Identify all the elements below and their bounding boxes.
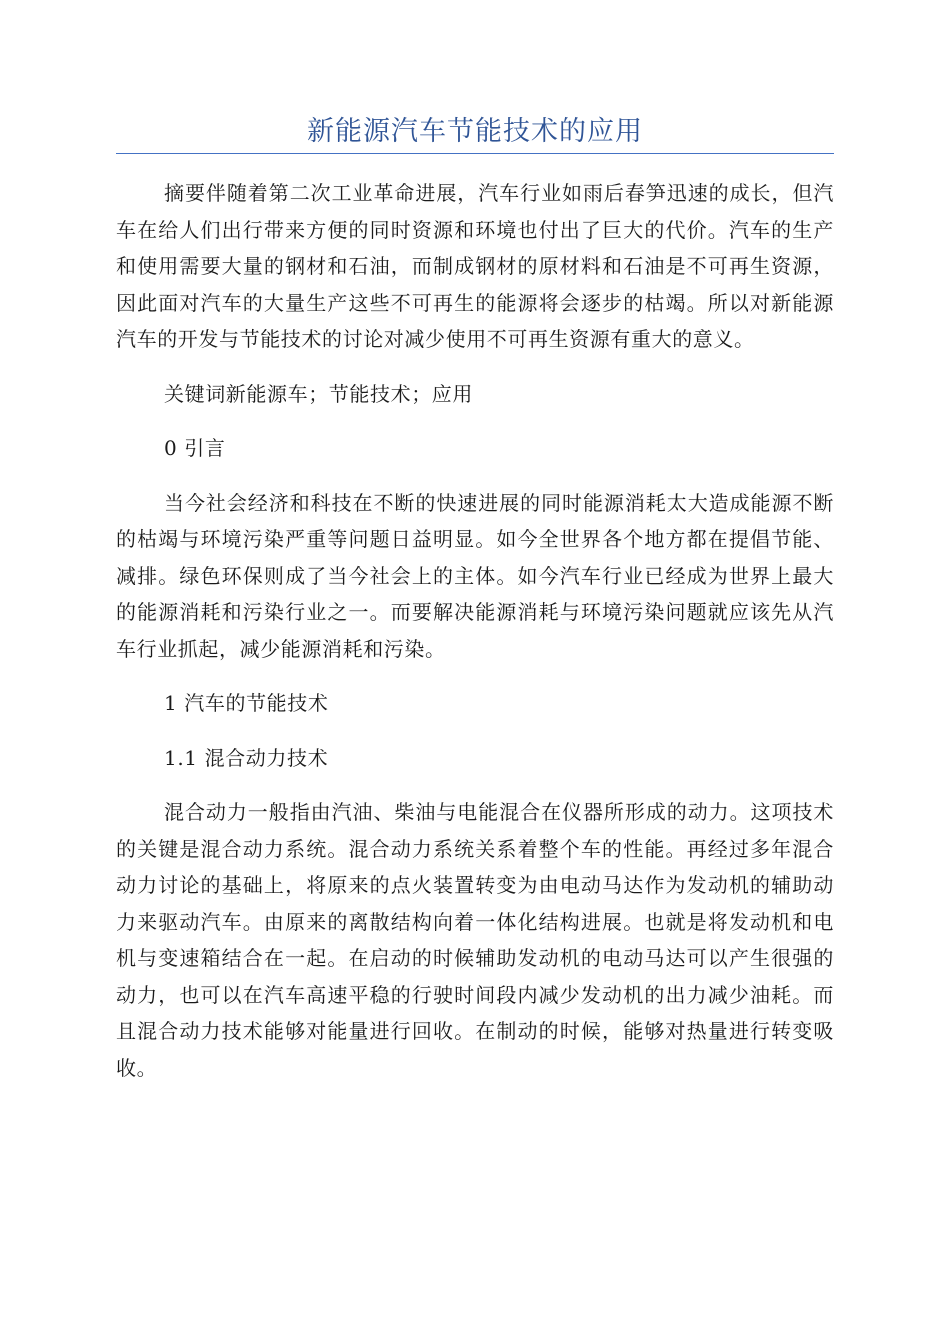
title-underline <box>116 153 834 154</box>
hybrid-power-paragraph: 混合动力一般指由汽油、柴油与电能混合在仪器所形成的动力。这项技术的关键是混合动力系统。混合动力系统关系着整个车的性能。再经过多年混合动力讨论的基础上，将原来的点火装置转变为由电动马达作为发动机的辅助动力来驱动汽车。由原来的离散结构向着一体化结构进展。也就是将发动机和电机与变速箱结合在一起。在启动的时候辅助发动机的电动马达可以产生很强的动力，也可以在汽车高速平稳的行驶时间段内减少发动机的出力减少油耗。而且混合动力技术能够对能量进行回收。在制动的时候，能够对热量进行转变吸收。 <box>116 800 834 1080</box>
keywords-line: 关键词新能源车；节能技术；应用 <box>164 381 473 406</box>
abstract-paragraph: 摘要伴随着第二次工业革命进展，汽车行业如雨后春笋迅速的成长，但汽车在给人们出行带来方便的同时资源和环境也付出了巨大的代价。汽车的生产和使用需要大量的钢材和石油，而制成钢材的原材料和石油是不可再生资源，因此面对汽车的大量生产这些不可再生的能源将会逐步的枯竭。所以对新能源汽车的开发与节能技术的讨论对减少使用不可再生资源有重大的意义。 <box>116 181 834 351</box>
document-body <box>116 175 834 1086</box>
subsection-heading-1-1: 1.1 混合动力技术 <box>164 745 329 770</box>
section-heading-1: 1 汽车的节能技术 <box>164 691 329 715</box>
intro-paragraph: 当今社会经济和科技在不断的快速进展的同时能源消耗太大造成能源不断的枯竭与环境污染严重等问题日益明显。如今全世界各个地方都在提倡节能、减排。绿色环保则成了当今社会上的主体。如今汽车行业已经成为世界上最大的能源消耗和污染行业之一。而要解决能源消耗与环境污染问题就应该先从汽车行业抓起，减少能源消耗和污染。 <box>116 490 834 661</box>
section-heading-intro: 0 引言 <box>164 436 226 460</box>
document-title: 新能源汽车节能技术的应用 <box>307 116 643 147</box>
